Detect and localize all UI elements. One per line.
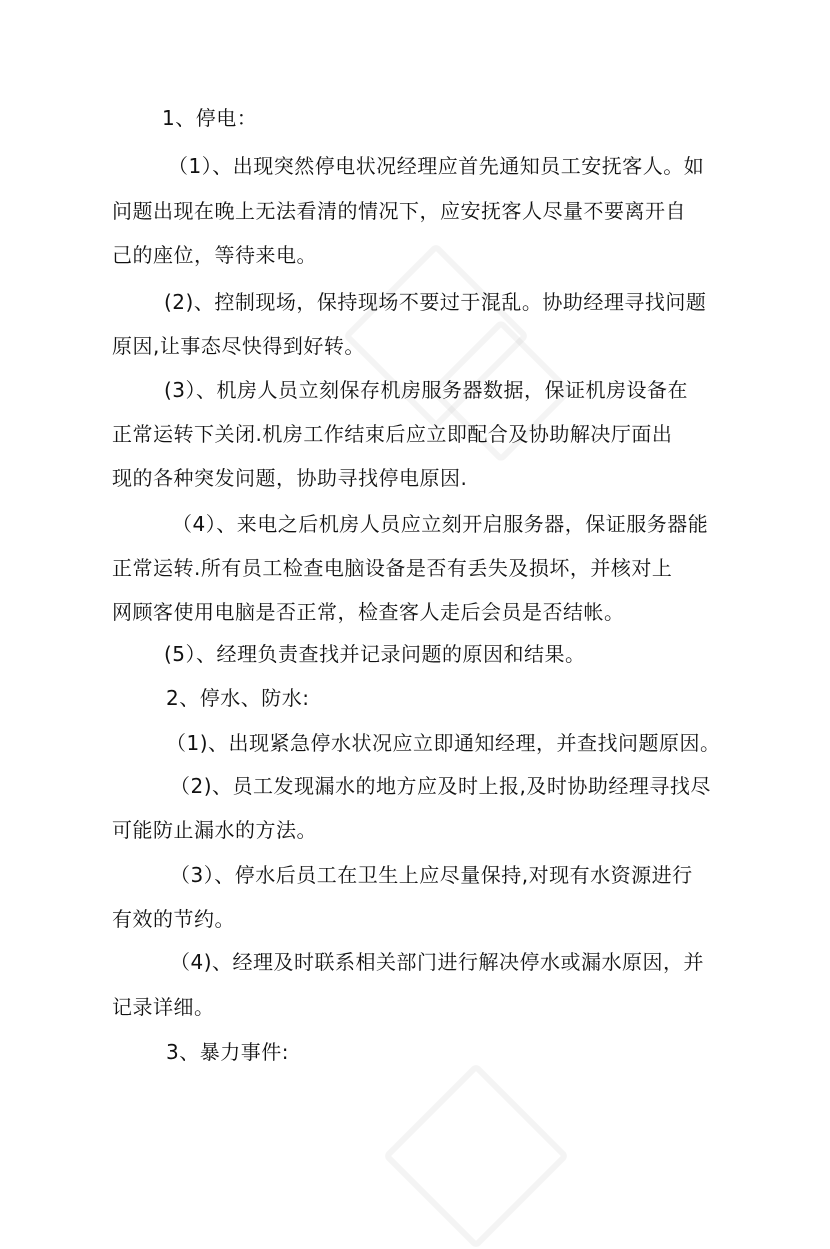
- paragraph-line: 可能防止漏水的方法。: [112, 818, 317, 842]
- paragraph-line: 己的座位，等待来电。: [112, 243, 317, 267]
- paragraph-line: 正常运转下关闭.机房工作结束后应立即配合及协助解决厅面出: [112, 422, 673, 446]
- heading-water-outage: 2、停水、防水:: [166, 686, 310, 710]
- paragraph-line: 有效的节约。: [112, 907, 235, 931]
- paragraph-line: （2)、员工发现漏水的地方应及时上报,及时协助经理寻找尽: [170, 774, 711, 798]
- paragraph-line: （4)、经理及时联系相关部门进行解决停水或漏水原因，并: [170, 950, 705, 974]
- paragraph-line: 网顾客使用电脑是否正常，检查客人走后会员是否结帐。: [112, 600, 625, 624]
- paragraph-line: 原因,让事态尽快得到好转。: [112, 334, 365, 358]
- paragraph-line: (5）、经理负责查找并记录问题的原因和结果。: [164, 642, 586, 666]
- paragraph-line: 正常运转.所有员工检查电脑设备是否有丢失及损坏，并核对上: [112, 556, 673, 580]
- paragraph-line: (2)、控制现场，保持现场不要过于混乱。协助经理寻找问题: [164, 290, 707, 314]
- heading-violent-incident: 3、暴力事件:: [166, 1040, 289, 1064]
- heading-power-outage: 1、停电：: [162, 106, 258, 130]
- paragraph-line: （3）、停水后员工在卫生上应尽量保持,对现有水资源进行: [170, 863, 693, 887]
- paragraph-line: 记录详细。: [112, 995, 215, 1019]
- paragraph-line: （1）、出现突然停电状况经理应首先通知员工安抚客人。如: [168, 154, 705, 178]
- paragraph-line: 现的各种突发问题，协助寻找停电原因.: [112, 466, 468, 490]
- paragraph-line: （4）、来电之后机房人员应立刻开启服务器，保证服务器能: [172, 512, 709, 536]
- paragraph-line: (3）、机房人员立刻保存机房服务器数据，保证机房设备在: [164, 378, 689, 402]
- paragraph-line: （1)、出现紧急停水状况应立即通知经理，并查找问题原因。: [166, 731, 721, 755]
- watermark-mark-3: [383, 1063, 570, 1249]
- paragraph-line: 问题出现在晚上无法看清的情况下，应安抚客人尽量不要离开自: [112, 199, 686, 223]
